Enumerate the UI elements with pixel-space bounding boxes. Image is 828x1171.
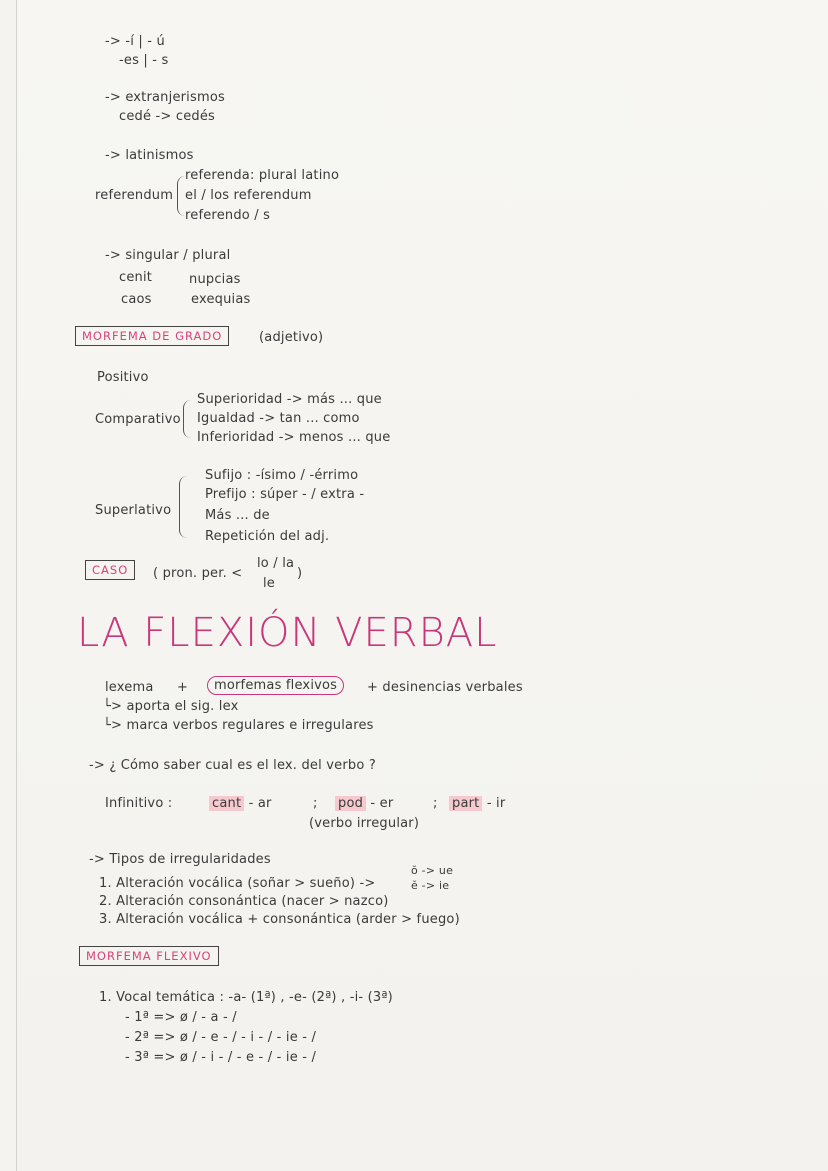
verb-ending: - ir — [486, 796, 506, 811]
note-line: Repetición del adj. — [205, 529, 330, 544]
note-line: referendo / s — [185, 208, 271, 223]
note-line: 1. Vocal temática : -a- (1ª) , -e- (2ª) , -i- (3ª) — [99, 990, 393, 1005]
note-line: └> marca verbos regulares e irregulares — [103, 718, 374, 733]
note-line: Superlativo — [95, 503, 172, 518]
note-line: el / los referendum — [185, 188, 312, 203]
section-box-caso: CASO — [85, 560, 135, 580]
note-line: -> Tipos de irregularidades — [89, 852, 271, 867]
brace — [183, 400, 194, 438]
circled-term: morfemas flexivos — [207, 676, 344, 695]
note-line: -> latinismos — [105, 148, 194, 163]
note-line: -es | - s — [119, 53, 169, 68]
note-line: ; — [313, 796, 318, 811]
note-line: ( pron. per. < — [153, 566, 243, 581]
verb-example — [335, 796, 393, 811]
note-line: -> -í | - ú — [105, 34, 165, 49]
note-line: -> extranjerismos — [105, 90, 225, 105]
note-line: Superioridad -> más ... que — [197, 392, 382, 407]
note-line: Sufijo : -ísimo / -érrimo — [205, 468, 359, 483]
note-line: -> ¿ Cómo saber cual es el lex. del verbo ? — [89, 758, 376, 773]
verb-example — [449, 796, 505, 811]
note-line: Comparativo — [95, 412, 181, 427]
note-line: 3. Alteración vocálica + consonántica (arder > fuego) — [99, 912, 460, 927]
note-line: + desinencias verbales — [367, 680, 523, 695]
note-line: Igualdad -> tan ... como — [197, 411, 360, 426]
highlight: cant — [209, 796, 244, 811]
section-box-grado: MORFEMA DE GRADO — [75, 326, 229, 346]
note-line: nupcias — [189, 272, 241, 287]
note-line: - 1ª => ø / - a - / — [125, 1010, 237, 1025]
verb-example — [209, 796, 272, 811]
note-line: └> aporta el sig. lex — [103, 699, 239, 714]
note-line: (adjetivo) — [259, 330, 324, 345]
note-line: caos — [121, 292, 152, 307]
note-line: cenit — [119, 270, 153, 285]
note-line: Infinitivo : — [105, 796, 173, 811]
section-title: LA FLEXIÓN VERBAL — [77, 610, 498, 656]
note-line: 2. Alteración consonántica (nacer > nazco) — [99, 894, 389, 909]
note-line: lexema — [105, 680, 154, 695]
note-line: le — [263, 576, 276, 591]
note-line: exequias — [191, 292, 251, 307]
note-line: referenda: plural latino — [185, 168, 340, 183]
note-line: referendum — [95, 188, 174, 203]
note-line: Prefijo : súper - / extra - — [205, 487, 365, 502]
verb-ending: - ar — [248, 796, 272, 811]
note-line: ) — [297, 566, 303, 581]
highlight: part — [449, 796, 482, 811]
note-line: ĕ -> ie — [411, 879, 450, 892]
note-line: -> singular / plural — [105, 248, 231, 263]
note-line: Positivo — [97, 370, 149, 385]
note-line: - 3ª => ø / - i - / - e - / - ie - / — [125, 1050, 317, 1065]
note-line: lo / la — [257, 556, 295, 571]
verb-ending: - er — [370, 796, 394, 811]
note-line: Inferioridad -> menos ... que — [197, 430, 391, 445]
note-line: Más ... de — [205, 508, 270, 523]
note-line: ŏ -> ue — [411, 864, 454, 877]
note-line: + — [177, 680, 189, 695]
note-line: (verbo irregular) — [309, 816, 420, 831]
brace — [179, 476, 192, 538]
highlight: pod — [335, 796, 366, 811]
note-line: - 2ª => ø / - e - / - i - / - ie - / — [125, 1030, 317, 1045]
note-line: cedé -> cedés — [119, 109, 216, 124]
section-box-flexivo: MORFEMA FLEXIVO — [79, 946, 219, 966]
note-line: 1. Alteración vocálica (soñar > sueño) -> — [99, 876, 376, 891]
note-line: ; — [433, 796, 438, 811]
notebook-page — [16, 0, 828, 1171]
